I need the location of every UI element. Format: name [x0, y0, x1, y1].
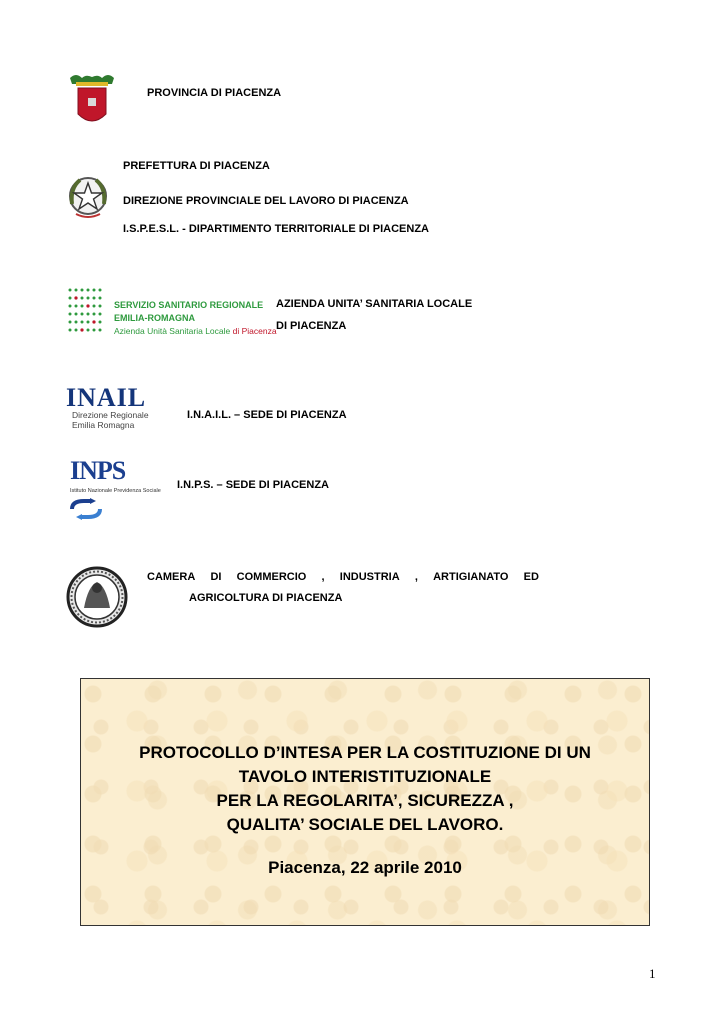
camera-word: DI: [210, 571, 222, 583]
ssr-line3: [114, 326, 277, 336]
ssr-emilia-romagna-logo: [66, 286, 277, 338]
inail-wordmark: INAIL: [66, 383, 147, 412]
inail-label: I.N.A.I.L. – SEDE DI PIACENZA: [187, 409, 347, 421]
inail-sub2: Emilia Romagna: [72, 420, 135, 430]
inail-sub1: Direzione Regionale: [72, 410, 149, 420]
camera-word: INDUSTRIA: [339, 571, 400, 583]
title-line-2: TAVOLO INTERISTITUZIONALE: [238, 767, 492, 786]
camera-commercio-seal-logo: [66, 566, 128, 628]
inps-wordmark: INPS: [70, 456, 126, 485]
provincia-crest-logo: [66, 72, 118, 130]
ssr-line3-a: Azienda Unità Sanitaria Locale: [114, 326, 233, 336]
provincia-label: PROVINCIA DI PIACENZA: [147, 87, 282, 99]
camera-word: CAMERA: [147, 571, 196, 583]
title-line-3: PER LA REGOLARITA’, SICUREZZA ,: [216, 791, 514, 810]
camera-label-line2: AGRICOLTURA DI PIACENZA: [189, 592, 343, 604]
ausl-label-line2: DI PIACENZA: [276, 320, 347, 332]
camera-word: ED: [523, 571, 539, 583]
ispesl-label: I.S.P.E.S.L. - DIPARTIMENTO TERRITORIALE DI PIACENZA: [123, 223, 429, 235]
title-line-4: QUALITA’ SOCIALE DEL LAVORO.: [226, 815, 504, 834]
inps-label: I.N.P.S. – SEDE DI PIACENZA: [177, 479, 330, 491]
ssr-line3-b: di Piacenza: [232, 326, 277, 336]
inps-logo: [66, 456, 176, 522]
page-number: 1: [649, 966, 656, 981]
ausl-label-line1: AZIENDA UNITA’ SANITARIA LOCALE: [276, 298, 473, 310]
camera-word: ,: [321, 571, 325, 583]
ssr-line2: EMILIA-ROMAGNA: [114, 313, 195, 323]
title-line-1: PROTOCOLLO D’INTESA PER LA COSTITUZIONE DI UN: [139, 743, 591, 762]
camera-word: ,: [414, 571, 418, 583]
inail-logo: [66, 383, 166, 431]
inps-arrows-icon: [68, 498, 104, 520]
ssr-line1: SERVIZIO SANITARIO REGIONALE: [114, 300, 264, 310]
ssr-dot-grid-icon: [66, 286, 108, 338]
protocol-title-box: [80, 678, 650, 926]
place-date: Piacenza, 22 aprile 2010: [268, 858, 462, 877]
camera-word: ARTIGIANATO: [433, 571, 509, 583]
camera-label-line1: [147, 571, 539, 583]
repubblica-emblem-logo: [66, 174, 110, 220]
inps-sub: Istituto Nazionale Previdenza Sociale: [70, 488, 161, 494]
prefettura-label: PREFETTURA DI PIACENZA: [123, 160, 270, 172]
direzione-lavoro-label: DIREZIONE PROVINCIALE DEL LAVORO DI PIACENZA: [123, 195, 409, 207]
camera-word: COMMERCIO: [236, 571, 307, 583]
